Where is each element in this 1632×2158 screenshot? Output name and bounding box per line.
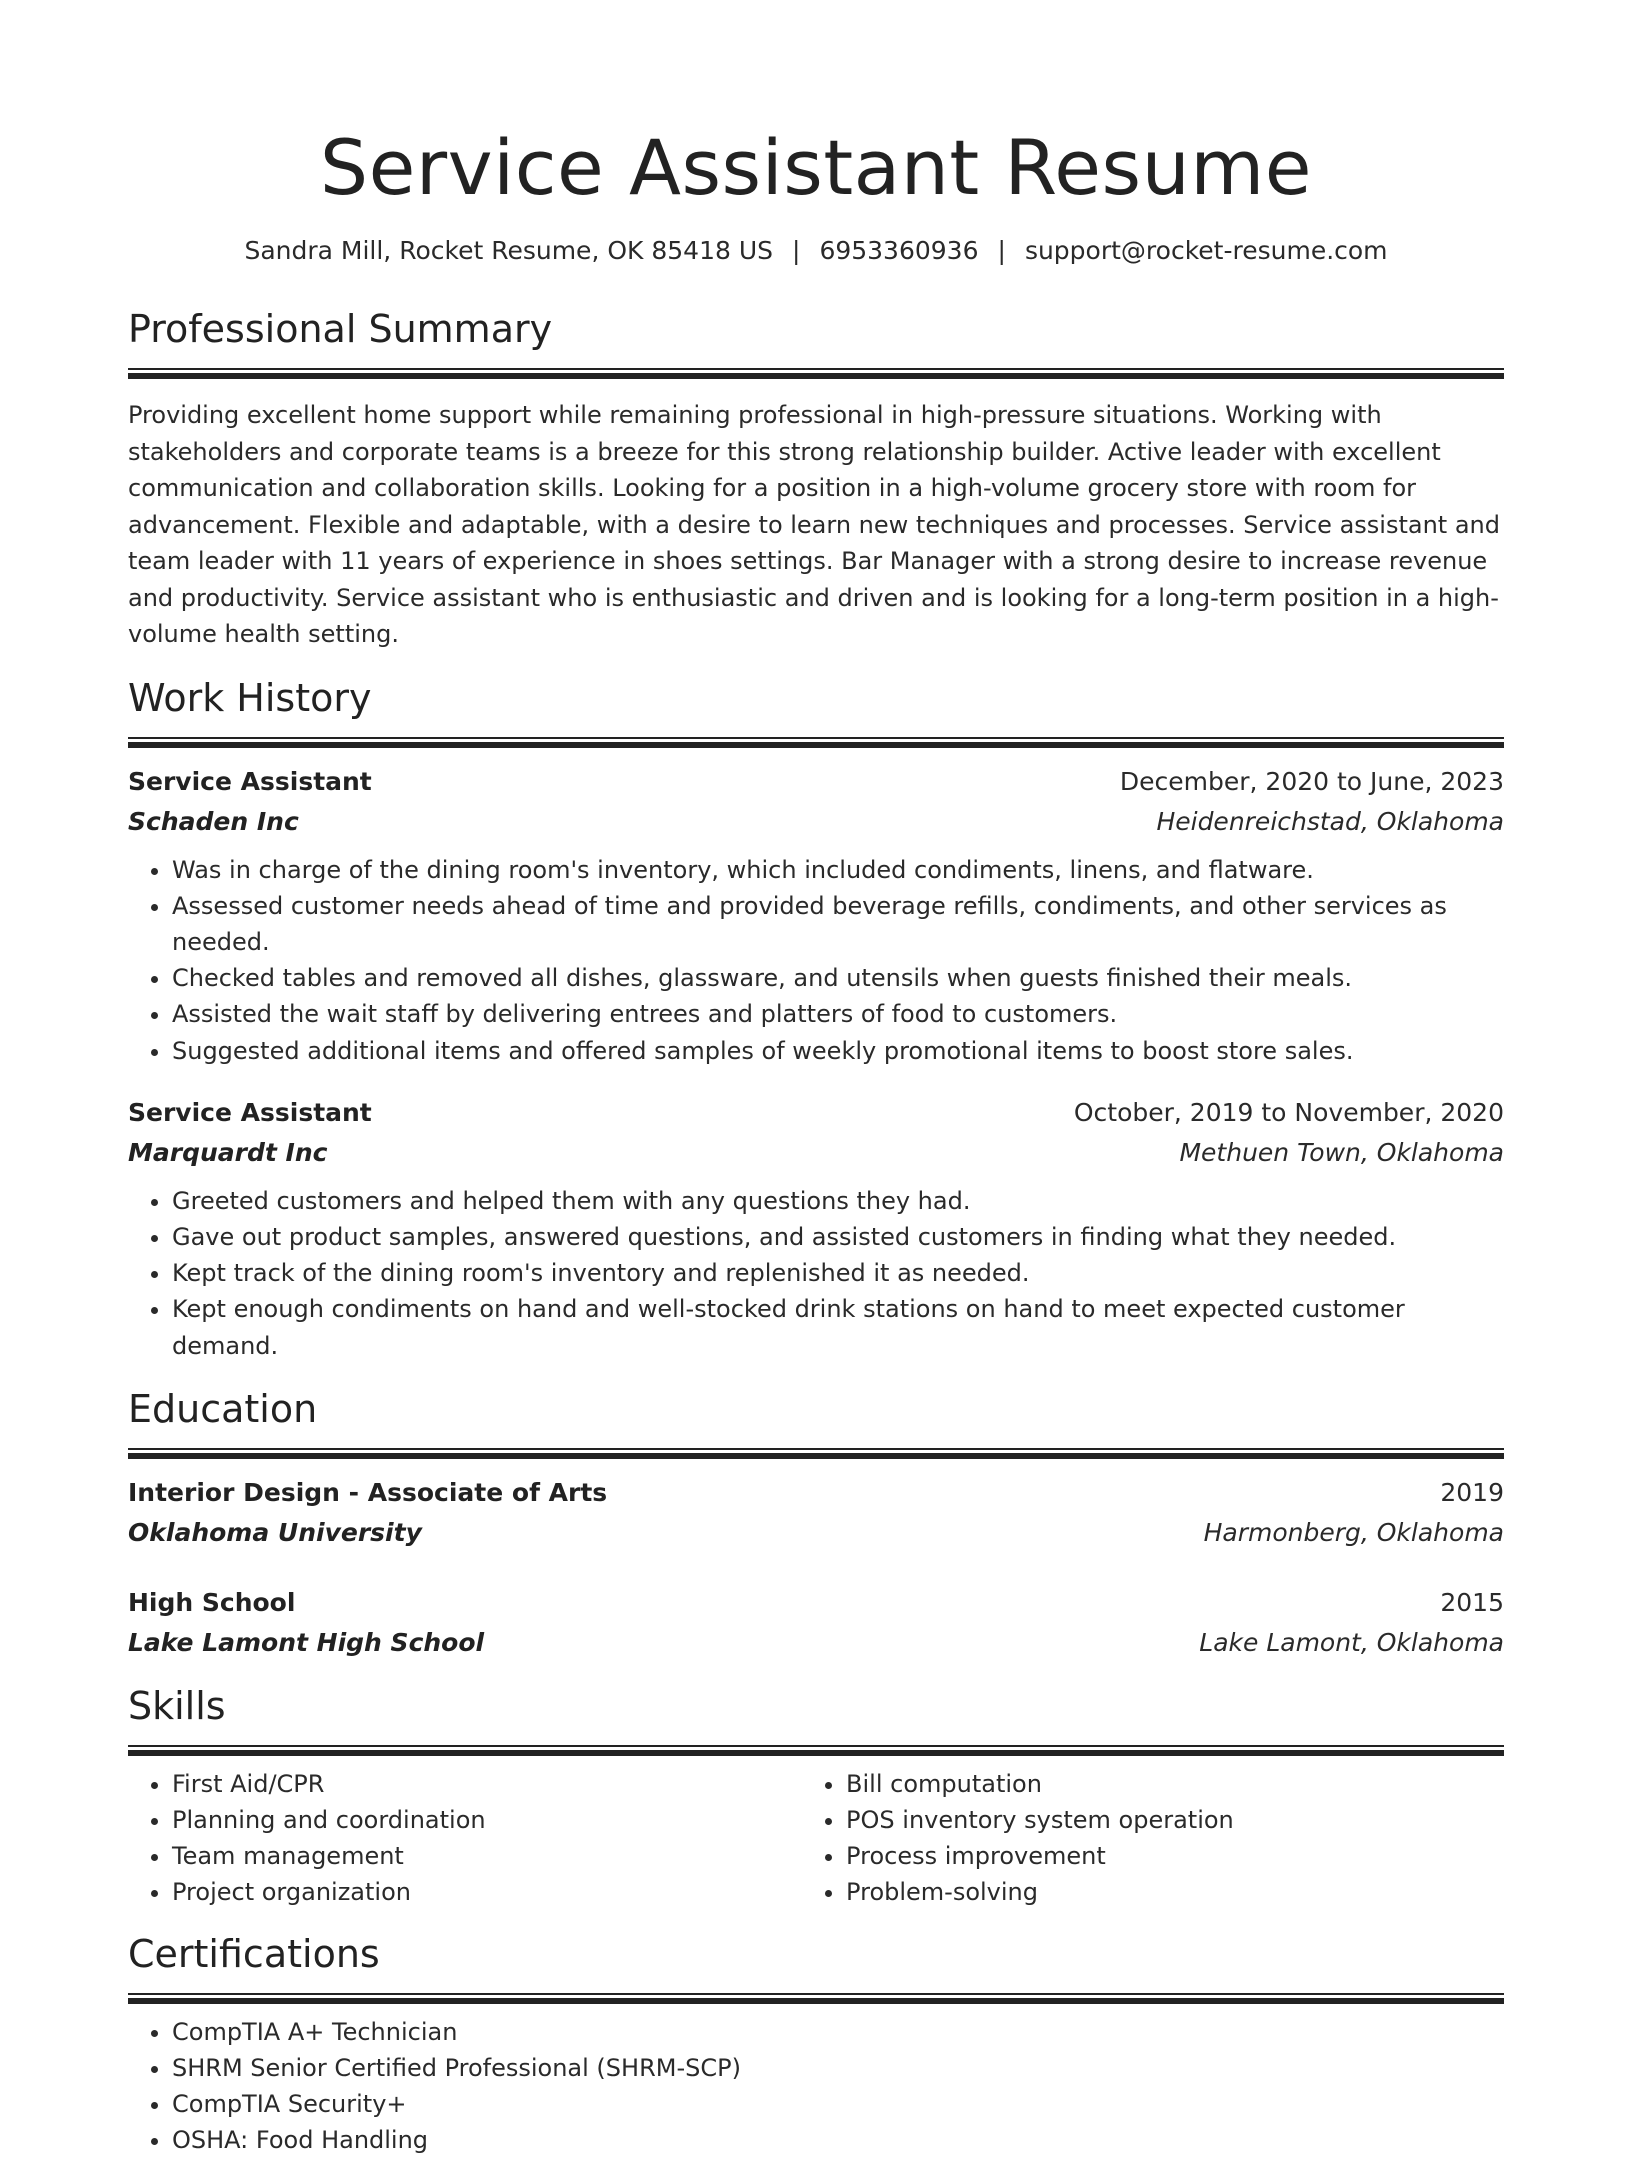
- job-dates: December, 2020 to June, 2023: [1119, 766, 1504, 796]
- certification-item: • OSHA: Food Handling: [172, 2122, 1504, 2158]
- certification-item: • CompTIA A+ Technician: [172, 2014, 1504, 2050]
- skill-item: • Planning and coordination: [172, 1802, 802, 1838]
- skill-item: • POS inventory system operation: [846, 1802, 1504, 1838]
- job-company-row: [128, 802, 1504, 842]
- skill-item: • Bill computation: [846, 1766, 1504, 1802]
- job-location: Methuen Town, Oklahoma: [1179, 1137, 1504, 1167]
- education-entry: [128, 1473, 1504, 1553]
- work-history-section: [128, 673, 1504, 1364]
- skill-item: • First Aid/CPR: [172, 1766, 802, 1802]
- section-divider: [128, 368, 1504, 379]
- job-bullet: • Greeted customers and helped them with any questions they had.: [172, 1183, 1504, 1219]
- section-divider: [128, 1448, 1504, 1459]
- education-school-row: [128, 1623, 1504, 1663]
- resume-title: Service Assistant Resume: [319, 123, 1313, 212]
- education-school: Lake Lamont High School: [128, 1627, 485, 1657]
- summary-section: [128, 304, 1504, 653]
- contact-phone: 6953360936: [819, 236, 979, 265]
- resume-content: [128, 0, 1504, 2158]
- section-heading-work-history: Work History: [128, 675, 372, 720]
- education-location: Harmonberg, Oklahoma: [1203, 1517, 1504, 1547]
- job-location: Heidenreichstad, Oklahoma: [1156, 806, 1504, 836]
- certifications-list: [128, 2014, 1504, 2158]
- skill-item: • Process improvement: [846, 1838, 1504, 1874]
- education-degree: Interior Design - Associate of Arts: [128, 1477, 608, 1507]
- education-location: Lake Lamont, Oklahoma: [1199, 1627, 1504, 1657]
- section-divider: [128, 1745, 1504, 1756]
- contact-line: [128, 234, 1504, 268]
- job-bullet: • Assessed customer needs ahead of time and provided beverage refills, condiments, and other services as needed.: [172, 888, 1504, 960]
- skills-list-left: [128, 1766, 802, 1911]
- job-dates: October, 2019 to November, 2020: [1073, 1097, 1504, 1127]
- job-bullet: • Kept track of the dining room's inventory and replenished it as needed.: [172, 1255, 1504, 1291]
- job-company-row: [128, 1133, 1504, 1173]
- education-header-row: [128, 1583, 1504, 1623]
- job-title: Service Assistant: [128, 766, 372, 796]
- skills-list-right: [802, 1766, 1504, 1911]
- contact-address: Sandra Mill, Rocket Resume, OK 85418 US: [244, 236, 773, 265]
- education-school: Oklahoma University: [128, 1517, 422, 1547]
- summary-text: Providing excellent home support while remaining professional in high-pressure situations. Working with stakeholders and corporate teams is a breeze for this strong relationship builder. Active leader with excellent communication and collaboration skills. Looking for a position in a high-volume grocery store with room for advancement. Flexible and adaptable, with a desire to learn new techniques and processes. Service assistant and team leader with 11 years of experience in shoes settings. Bar Manager with a strong desire to increase revenue and productivity. Service assistant who is enthusiastic and driven and is looking for a long-term position in a high-volume health setting.: [128, 401, 1500, 648]
- education-year: 2019: [1440, 1477, 1504, 1507]
- job-bullet: • Checked tables and removed all dishes, glassware, and utensils when guests finished their meals.: [172, 960, 1504, 996]
- skill-item: • Team management: [172, 1838, 802, 1874]
- skill-item: • Project organization: [172, 1874, 802, 1910]
- skill-item: • Problem-solving: [846, 1874, 1504, 1910]
- contact-separator: |: [997, 236, 1006, 265]
- section-divider: [128, 1993, 1504, 2004]
- job-entry: [128, 762, 1504, 1069]
- education-header-row: [128, 1473, 1504, 1513]
- certification-item: • SHRM Senior Certified Professional (SHRM-SCP): [172, 2050, 1504, 2086]
- education-degree: High School: [128, 1587, 296, 1617]
- job-bullet: • Assisted the wait staff by delivering entrees and platters of food to customers.: [172, 996, 1504, 1032]
- section-heading-summary: Professional Summary: [128, 307, 553, 351]
- job-bullet-list: [128, 852, 1504, 1069]
- job-entry: [128, 1093, 1504, 1364]
- job-company: Marquardt Inc: [128, 1137, 328, 1167]
- section-divider: [128, 737, 1504, 748]
- section-heading-education: Education: [128, 1386, 318, 1431]
- section-heading-skills: Skills: [128, 1683, 226, 1728]
- certification-item: • CompTIA Security+: [172, 2086, 1504, 2122]
- education-year: 2015: [1440, 1587, 1504, 1617]
- education-school-row: [128, 1513, 1504, 1553]
- job-bullet: • Kept enough condiments on hand and well-stocked drink stations on hand to meet expected customer demand.: [172, 1291, 1504, 1363]
- job-header-row: [128, 1093, 1504, 1133]
- job-company: Schaden Inc: [128, 806, 299, 836]
- job-bullet-list: [128, 1183, 1504, 1364]
- education-entry: [128, 1583, 1504, 1663]
- skills-section: [128, 1681, 1504, 1911]
- contact-separator: |: [792, 236, 801, 265]
- skills-grid: [128, 1756, 1504, 1911]
- certifications-section: [128, 1929, 1504, 2158]
- section-heading-certifications: Certifications: [128, 1931, 380, 1976]
- job-header-row: [128, 762, 1504, 802]
- job-title: Service Assistant: [128, 1097, 372, 1127]
- contact-email: support@rocket-resume.com: [1024, 236, 1388, 265]
- job-bullet: • Was in charge of the dining room's inventory, which included condiments, linens, and flatware.: [172, 852, 1504, 888]
- job-bullet: • Suggested additional items and offered samples of weekly promotional items to boost store sales.: [172, 1033, 1504, 1069]
- job-bullet: • Gave out product samples, answered questions, and assisted customers in finding what they needed.: [172, 1219, 1504, 1255]
- education-section: [128, 1384, 1504, 1663]
